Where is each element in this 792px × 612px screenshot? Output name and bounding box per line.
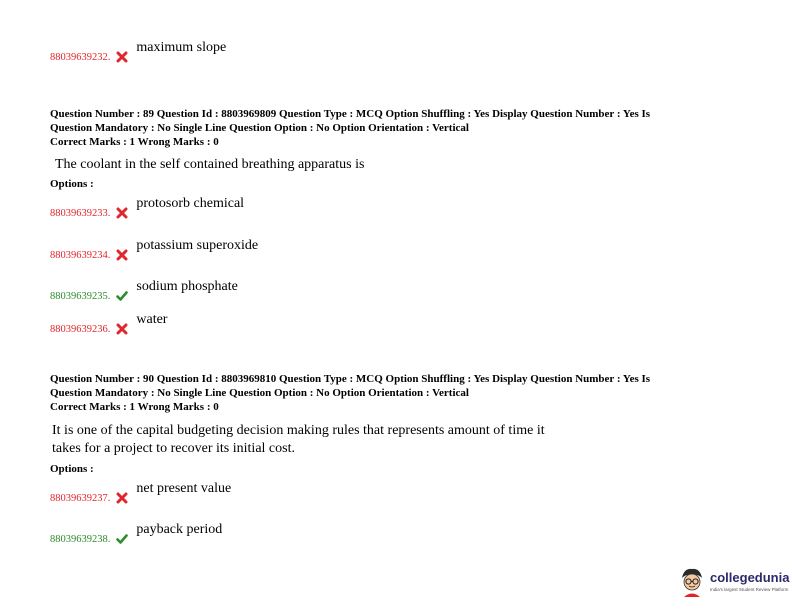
options-label: Options : — [50, 178, 94, 190]
question-89-meta — [50, 107, 730, 149]
check-icon — [116, 290, 128, 302]
option-88039639237 — [50, 481, 232, 505]
option-id: 88039639233. — [50, 208, 111, 219]
option-id: 88039639237. — [50, 493, 111, 504]
question-line-1: It is one of the capital budgeting decision making rules that represents amount of time it — [52, 423, 545, 438]
option-text: protosorb chemical — [136, 196, 245, 211]
option-text: water — [136, 312, 168, 327]
meta-line-2: Question Mandatory : No Single Line Question Option : No Option Orientation : Vertical — [50, 122, 469, 134]
option-88039639235 — [50, 279, 238, 303]
option-id: 88039639232. — [50, 52, 111, 63]
option-text: sodium phosphate — [136, 279, 238, 294]
logo-tagline: India's largest Student Review Platform — [710, 587, 789, 592]
meta-line-1: Question Number : 89 Question Id : 8803969809 Question Type : MCQ Option Shuffling : Yes Display Question Number : Yes Is — [50, 108, 651, 120]
question-89-text: The coolant in the self contained breathing apparatus is — [55, 157, 365, 172]
option-text: potassium superoxide — [136, 238, 259, 253]
option-88039639232 — [50, 40, 227, 64]
question-90-meta — [50, 372, 730, 414]
marks-line: Correct Marks : 1 Wrong Marks : 0 — [50, 401, 219, 413]
option-id: 88039639238. — [50, 534, 111, 545]
check-icon — [116, 533, 128, 545]
option-88039639236 — [50, 312, 168, 336]
marks-line: Correct Marks : 1 Wrong Marks : 0 — [50, 136, 219, 148]
option-text: net present value — [136, 481, 232, 496]
question-line-2: takes for a project to recover its initial cost. — [52, 441, 295, 456]
cross-icon — [116, 492, 128, 504]
collegedunia-logo — [678, 566, 788, 600]
cross-icon — [116, 51, 128, 63]
cross-icon — [116, 207, 128, 219]
options-label: Options : — [50, 463, 94, 475]
cross-icon — [116, 323, 128, 335]
option-id: 88039639234. — [50, 250, 111, 261]
mascot-icon — [678, 566, 706, 598]
option-88039639238 — [50, 522, 223, 546]
logo-brand: collegedunia — [710, 570, 790, 585]
option-id: 88039639235. — [50, 291, 111, 302]
question-90-text — [52, 422, 545, 458]
option-88039639233 — [50, 196, 245, 220]
option-88039639234 — [50, 238, 259, 262]
option-text: payback period — [136, 522, 223, 537]
cross-icon — [116, 249, 128, 261]
option-text: maximum slope — [136, 40, 227, 55]
option-id: 88039639236. — [50, 324, 111, 335]
meta-line-2: Question Mandatory : No Single Line Question Option : No Option Orientation : Vertical — [50, 387, 469, 399]
meta-line-1: Question Number : 90 Question Id : 8803969810 Question Type : MCQ Option Shuffling : Yes Display Question Number : Yes Is — [50, 373, 651, 385]
